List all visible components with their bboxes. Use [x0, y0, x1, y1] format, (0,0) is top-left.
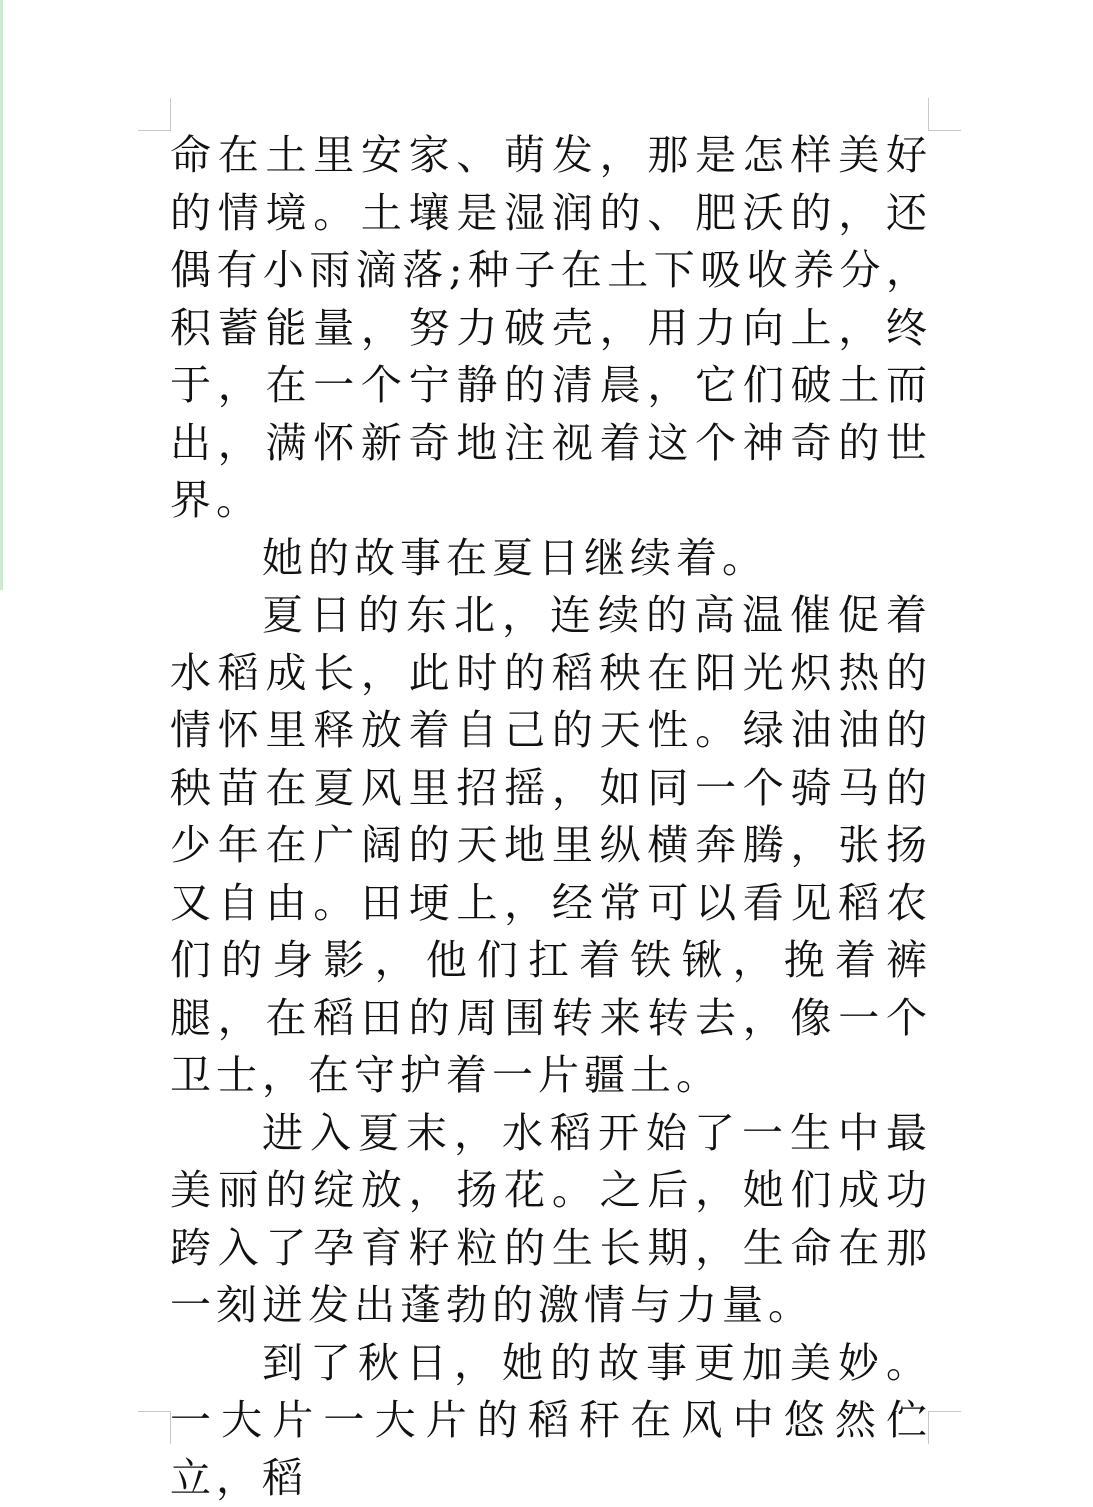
paragraph: 进入夏末，水稻开始了一生中最美丽的绽放，扬花。之后，她们成功跨入了孕育籽粒的生长期，生命在那一刻迸发出蓬勃的激情与力量。 [170, 1105, 932, 1335]
document-body-text[interactable] [170, 127, 932, 1507]
crop-mark-top-left [138, 98, 171, 131]
crop-mark-bottom-right [928, 1411, 961, 1444]
paragraph: 命在土里安家、萌发，那是怎样美好的情境。土壤是湿润的、肥沃的，还偶有小雨滴落;种子在土下吸收养分，积蓄能量，努力破壳，用力向上，终于，在一个宁静的清晨，它们破土而出，满怀新奇地注视着这个神奇的世界。 [170, 127, 932, 530]
paragraph: 到了秋日，她的故事更加美妙。一大片一大片的稻秆在风中悠然伫立，稻 [170, 1335, 932, 1507]
paragraph: 她的故事在夏日继续着。 [170, 530, 932, 588]
crop-mark-top-right [928, 98, 961, 131]
crop-mark-bottom-left [138, 1411, 171, 1444]
paragraph: 夏日的东北，连续的高温催促着水稻成长，此时的稻秧在阳光炽热的情怀里释放着自己的天性。绿油油的秧苗在夏风里招摇，如同一个骑马的少年在广阔的天地里纵横奔腾，张扬又自由。田埂上，经常可以看见稻农们的身影，他们扛着铁锹，挽着裤腿，在稻田的周围转来转去，像一个卫士，在守护着一片疆土。 [170, 587, 932, 1105]
